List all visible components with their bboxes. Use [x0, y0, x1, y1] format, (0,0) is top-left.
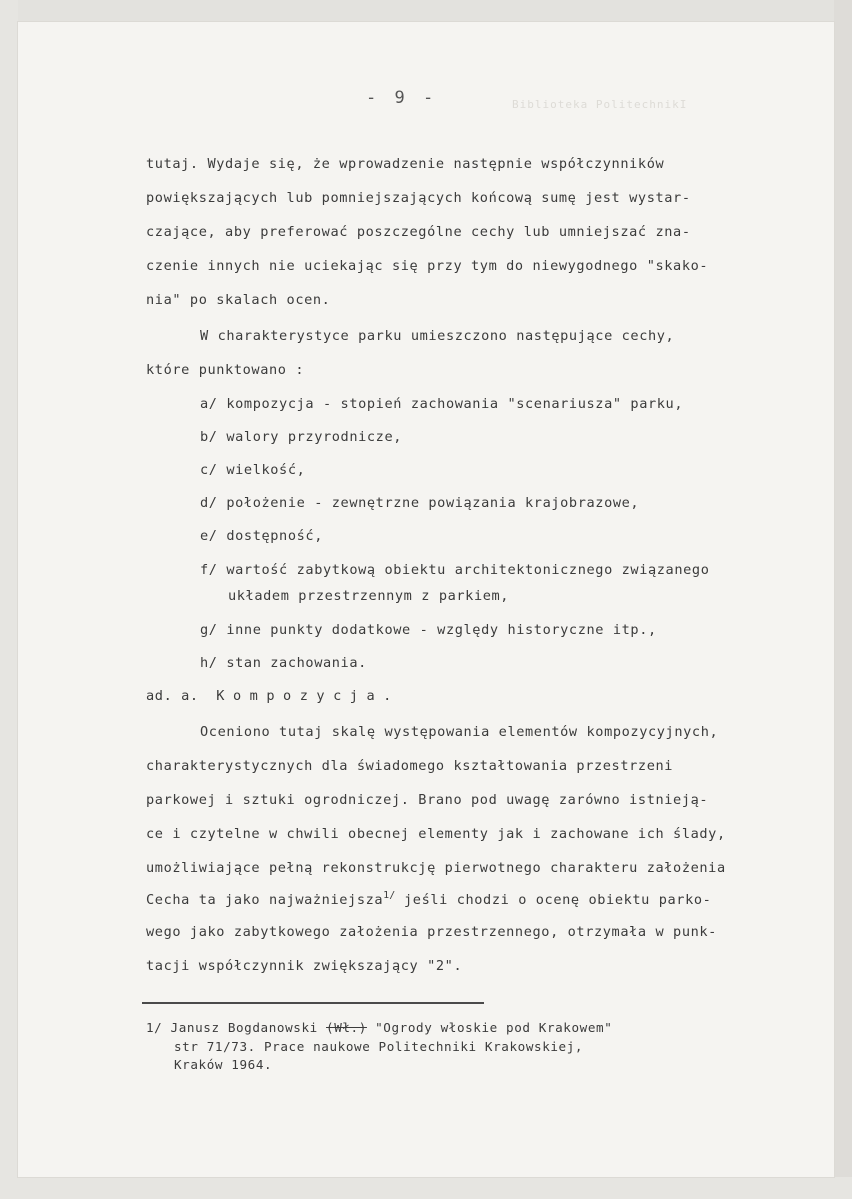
list-item: a/ kompozycja - stopień zachowania "scenariusza" parku, — [200, 396, 684, 412]
scan-border-left — [0, 0, 18, 1199]
section-title: Kompozycja. — [216, 688, 400, 704]
list-item: c/ wielkość, — [200, 462, 306, 478]
body-line: które punktowano : — [146, 362, 305, 378]
body-line: charakterystycznych dla świadomego kształtowania przestrzeni — [146, 758, 674, 774]
list-item: f/ wartość zabytkową obiektu architektonicznego związanego — [200, 562, 710, 578]
list-item-continuation: układem przestrzennym z parkiem, — [228, 588, 510, 604]
scan-border-top — [0, 0, 852, 22]
body-line: wego jako zabytkowego założenia przestrzennego, otrzymała w punk- — [146, 924, 717, 940]
body-line: nia" po skalach ocen. — [146, 292, 331, 308]
body-line: czenie innych nie uciekając się przy tym do niewygodnego "skako- — [146, 258, 709, 274]
body-line: powiększających lub pomniejszających końcową sumę jest wystar- — [146, 190, 691, 206]
body-line: tutaj. Wydaje się, że wprowadzenie następnie współczynników — [146, 156, 665, 172]
list-item: h/ stan zachowania. — [200, 655, 367, 671]
body-line: czające, aby preferować poszczególne cechy lub umniejszać zna- — [146, 224, 691, 240]
list-item: b/ walory przyrodnicze, — [200, 429, 403, 445]
scan-border-right — [834, 0, 852, 1199]
list-item: e/ dostępność, — [200, 528, 323, 544]
body-line: W charakterystyce parku umieszczono następujące cechy, — [200, 328, 675, 344]
section-heading — [146, 688, 400, 704]
body-line: Cecha ta jako najważniejsza$^{1/}$ jeśli chodzi o ocenę obiektu parko- — [146, 890, 712, 908]
list-item: d/ położenie - zewnętrzne powiązania krajobrazowe, — [200, 495, 640, 511]
body-line: umożliwiające pełną rekonstrukcję pierwotnego charakteru założenia — [146, 860, 726, 876]
footnote-line: str 71/73. Prace naukowe Politechniki Krakowskiej, — [174, 1039, 584, 1054]
footnote-separator — [142, 1002, 484, 1004]
footnote-ref: 1/ — [383, 890, 396, 901]
list-item: g/ inne punkty dodatkowe - względy historyczne itp., — [200, 622, 657, 638]
body-line: tacji współczynnik zwiększający "2". — [146, 958, 463, 974]
section-prefix: ad. a. — [146, 688, 199, 704]
body-line: Oceniono tutaj skalę występowania elementów kompozycyjnych, — [200, 724, 719, 740]
page-number: - 9 - — [366, 88, 438, 108]
scan-border-bottom — [0, 1177, 852, 1199]
body-line: parkowej i sztuki ogrodniczej. Brano pod uwagę zarówno istnieją- — [146, 792, 709, 808]
footnote-line: 1/ Janusz Bogdanowski (Wł.) "Ogrody włoskie pod Krakowem" — [146, 1020, 613, 1035]
faint-header-stamp: Biblioteka PolitechnikI — [512, 98, 688, 111]
struck-text: (Wł.) — [326, 1020, 367, 1035]
body-line: ce i czytelne w chwili obecnej elementy jak i zachowane ich ślady, — [146, 826, 726, 842]
footnote-line: Kraków 1964. — [174, 1057, 273, 1072]
